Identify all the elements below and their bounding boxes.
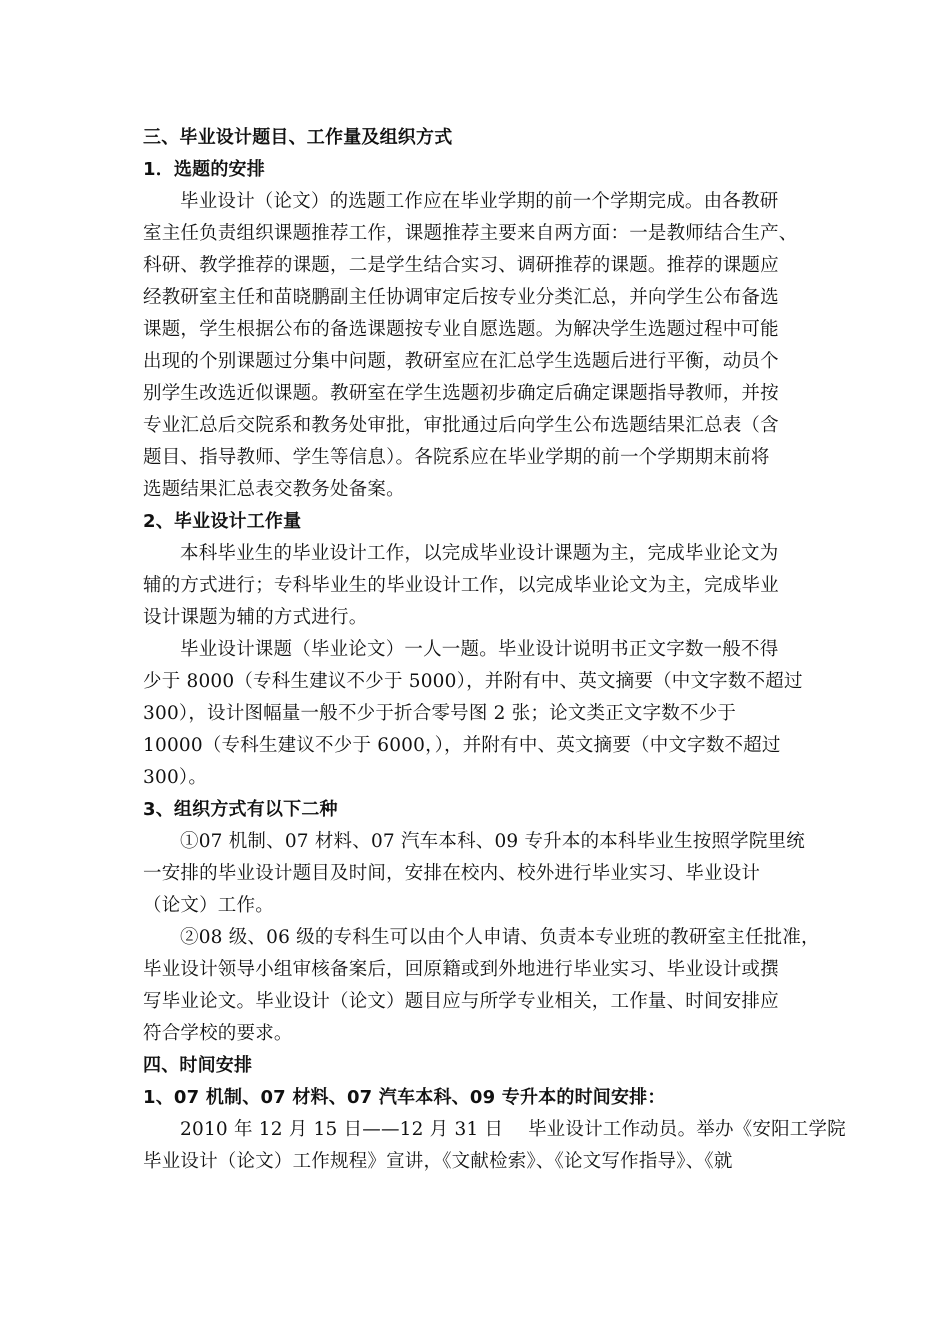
paragraph-line: 本科毕业生的毕业设计工作，以完成毕业设计课题为主，完成毕业论文为 <box>180 543 779 564</box>
section-3-heading: 三、毕业设计题目、工作量及组织方式 <box>143 127 453 148</box>
paragraph-line: 毕业设计（论文）的选题工作应在毕业学期的前一个学期完成。由各教研 <box>180 191 779 212</box>
paragraph-line: 毕业设计领导小组审核备案后，回原籍或到外地进行毕业实习、毕业设计或撰 <box>143 959 779 980</box>
paragraph-line: 写毕业论文。毕业设计（论文）题目应与所学专业相关，工作量、时间安排应 <box>143 991 779 1012</box>
paragraph-line: 室主任负责组织课题推荐工作，课题推荐主要来自两方面：一是教师结合生产、 <box>143 223 798 244</box>
paragraph-line: 少于 8000（专科生建议不少于 5000），并附有中、英文摘要（中文字数不超过 <box>143 671 803 692</box>
subsection-topic-selection-heading: 1．选题的安排 <box>143 159 265 180</box>
paragraph-line: 辅的方式进行；专科毕业生的毕业设计工作，以完成毕业论文为主，完成毕业 <box>143 575 779 596</box>
paragraph-line: 选题结果汇总表交教务处备案。 <box>143 479 405 500</box>
paragraph-line: 课题，学生根据公布的备选课题按专业自愿选题。为解决学生选题过程中可能 <box>143 319 779 340</box>
subsection-workload-heading: 2、毕业设计工作量 <box>143 511 302 532</box>
paragraph-line: 经教研室主任和苗晓鹏副主任协调审定后按专业分类汇总，并向学生公布备选 <box>143 287 779 308</box>
paragraph-line: 2010 年 12 月 15 日——12 月 31 日 毕业设计工作动员。举办《安阳工学院 <box>180 1119 846 1140</box>
paragraph-line: 出现的个别课题过分集中问题，教研室应在汇总学生选题后进行平衡，动员个 <box>143 351 779 372</box>
paragraph-line: 设计课题为辅的方式进行。 <box>143 607 368 628</box>
paragraph-line: 专业汇总后交院系和教务处审批，审批通过后向学生公布选题结果汇总表（含 <box>143 415 779 436</box>
subsection-organization-heading: 3、组织方式有以下二种 <box>143 799 338 820</box>
subsection-schedule-heading: 1、07 机制、07 材料、07 汽车本科、09 专升本的时间安排： <box>143 1087 666 1108</box>
paragraph-line: 别学生改选近似课题。教研室在学生选题初步确定后确定课题指导教师，并按 <box>143 383 779 404</box>
paragraph-line: 题目、指导教师、学生等信息）。各院系应在毕业学期的前一个学期期末前将 <box>143 447 770 468</box>
paragraph-line: （论文）工作。 <box>143 895 274 916</box>
section-4-heading: 四、时间安排 <box>143 1055 253 1076</box>
document-body <box>143 122 846 1178</box>
paragraph-line: 300），设计图幅量一般不少于折合零号图 2 张；论文类正文字数不少于 <box>143 703 737 724</box>
paragraph-line: 一安排的毕业设计题目及时间，安排在校内、校外进行毕业实习、毕业设计 <box>143 863 761 884</box>
paragraph-line: 毕业设计课题（毕业论文）一人一题。毕业设计说明书正文字数一般不得 <box>180 639 779 660</box>
paragraph-line: 符合学校的要求。 <box>143 1023 293 1044</box>
paragraph-line: 300）。 <box>143 767 208 788</box>
paragraph-line: ①07 机制、07 材料、07 汽车本科、09 专升本的本科毕业生按照学院里统 <box>180 831 805 852</box>
paragraph-line: ②08 级、06 级的专科生可以由个人申请、负责本专业班的教研室主任批准， <box>180 927 820 948</box>
paragraph-line: 毕业设计（论文）工作规程》宣讲，《文献检索》、《论文写作指导》、《就 <box>143 1151 733 1172</box>
paragraph-line: 10000（专科生建议不少于 6000，），并附有中、英文摘要（中文字数不超过 <box>143 735 781 756</box>
paragraph-line: 科研、教学推荐的课题，二是学生结合实习、调研推荐的课题。推荐的课题应 <box>143 255 779 276</box>
